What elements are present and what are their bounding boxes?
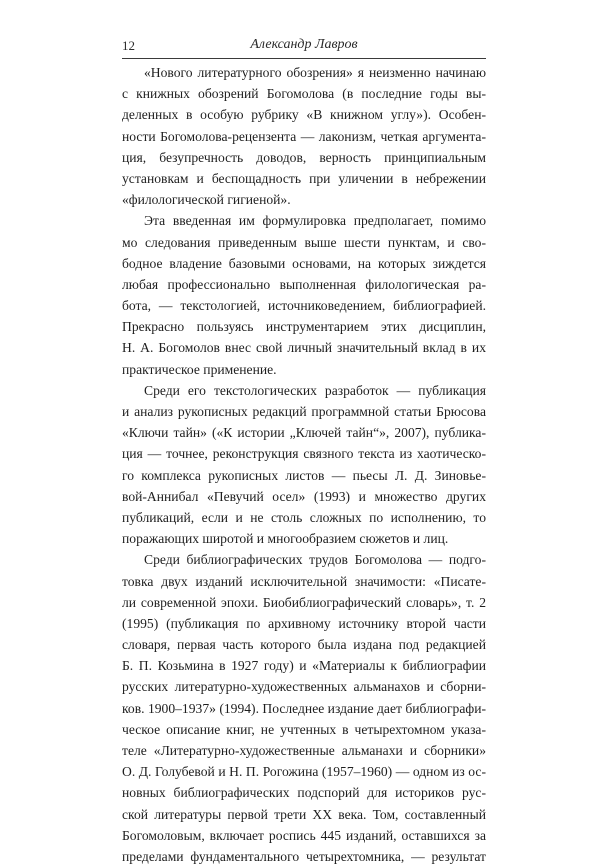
text-line: ской литературы первой трети XX века. Том, составленный	[122, 806, 486, 822]
text-line: (1995) (публикация по архивному источнику второй части	[122, 615, 486, 631]
text-line: теле «Литературно-художественные альманахи и сборники»	[122, 743, 486, 758]
text-line: О. Д. Голубевой и Н. П. Рогожина (1957–1960) — одном из ос-	[122, 764, 486, 780]
text-line: новных библиографических подспорий для историков рус-	[122, 785, 486, 801]
text-line: Среди библиографических трудов Богомолова — подго-	[144, 552, 486, 568]
text-line: мо следования приведенным выше шести пунктам, и сво-	[122, 234, 486, 250]
text-line: го комплекса рукописных листов — пьесы Л. Д. Зиновье-	[122, 467, 486, 483]
text-line: русских литературно-художественных альманахов и сборни-	[122, 679, 486, 695]
text-line: ческое описание книг, не учтенных в четырехтомном указа-	[122, 721, 486, 737]
text-line: любая профессионально выполненная филологическая ра-	[122, 276, 486, 292]
text-line: ности Богомолова-рецензента — лаконизм, четкая аргумента-	[122, 128, 486, 144]
text-line: ция — точнее, реконструкция связного текста из хаотическо-	[122, 446, 486, 462]
header-rule	[122, 58, 486, 59]
text-line: публикаций, если и не столь сложных по исполнению, то	[122, 509, 486, 525]
text-line: поражающих широтой и многообразием сюжетов и лиц.	[122, 531, 449, 547]
running-title: Александр Лавров	[250, 37, 358, 52]
paragraph	[122, 210, 486, 380]
text-line: ков. 1900–1937» (1994). Последнее издание дает библиографи-	[122, 700, 486, 716]
text-line: «филологической гигиеной».	[122, 192, 291, 208]
text-line: «Нового литературного обозрения» я неизменно начинаю	[144, 65, 486, 80]
text-line: Эта введенная им формулировка предполагает, помимо	[144, 213, 486, 229]
text-line: Н. А. Богомолов внес свой личный значительный вклад в их	[122, 340, 486, 356]
text-line: бодное владение базовыми основами, на которых зиждется	[122, 255, 486, 271]
text-line: бота, — текстологией, источниковедением, библиографией.	[122, 298, 486, 314]
paragraph	[122, 549, 486, 867]
page-header	[122, 36, 486, 58]
text-line: Среди его текстологических разработок — публикация	[144, 382, 486, 398]
text-line: установкам и беспощадность при уличении в небрежении	[122, 170, 486, 186]
text-line: «Ключи тайн» («К истории „Ключей тайн“», 2007), публика-	[122, 425, 486, 441]
paragraph	[122, 62, 486, 210]
paragraph	[122, 380, 486, 550]
text-line: и анализ рукописных редакций программной статьи Брюсова	[122, 404, 486, 419]
text-line: словаря, первая часть которого была издана под редакцией	[122, 637, 486, 653]
text-line: с книжных обозрений Богомолова (в последние годы вы-	[122, 86, 486, 102]
text-line: деленных в особую рубрику «В книжном углу»). Особен-	[122, 107, 486, 123]
text-line: ли современной эпохи. Биобиблиографический словарь», т. 2	[122, 594, 486, 610]
text-line: Прекрасно пользуясь инструментарием этих дисциплин,	[122, 319, 486, 335]
text-line: ция, безупречность доводов, верность принципиальным	[122, 149, 486, 165]
text-line: товка двух изданий исключительной значимости: «Писате-	[122, 573, 486, 589]
text-line: практическое применение.	[122, 361, 277, 377]
body-text	[122, 62, 486, 867]
text-line: вой-Аннибал «Певучий осел» (1993) и множество других	[122, 488, 486, 504]
text-line: пределами фундаментального четырехтомника, — результат	[122, 848, 486, 864]
text-line: Богомоловым, включает роспись 445 изданий, оставшихся за	[122, 827, 486, 843]
text-line: Б. П. Козьмина в 1927 году) и «Материалы к библиографии	[122, 658, 486, 674]
page-number: 12	[122, 38, 135, 53]
